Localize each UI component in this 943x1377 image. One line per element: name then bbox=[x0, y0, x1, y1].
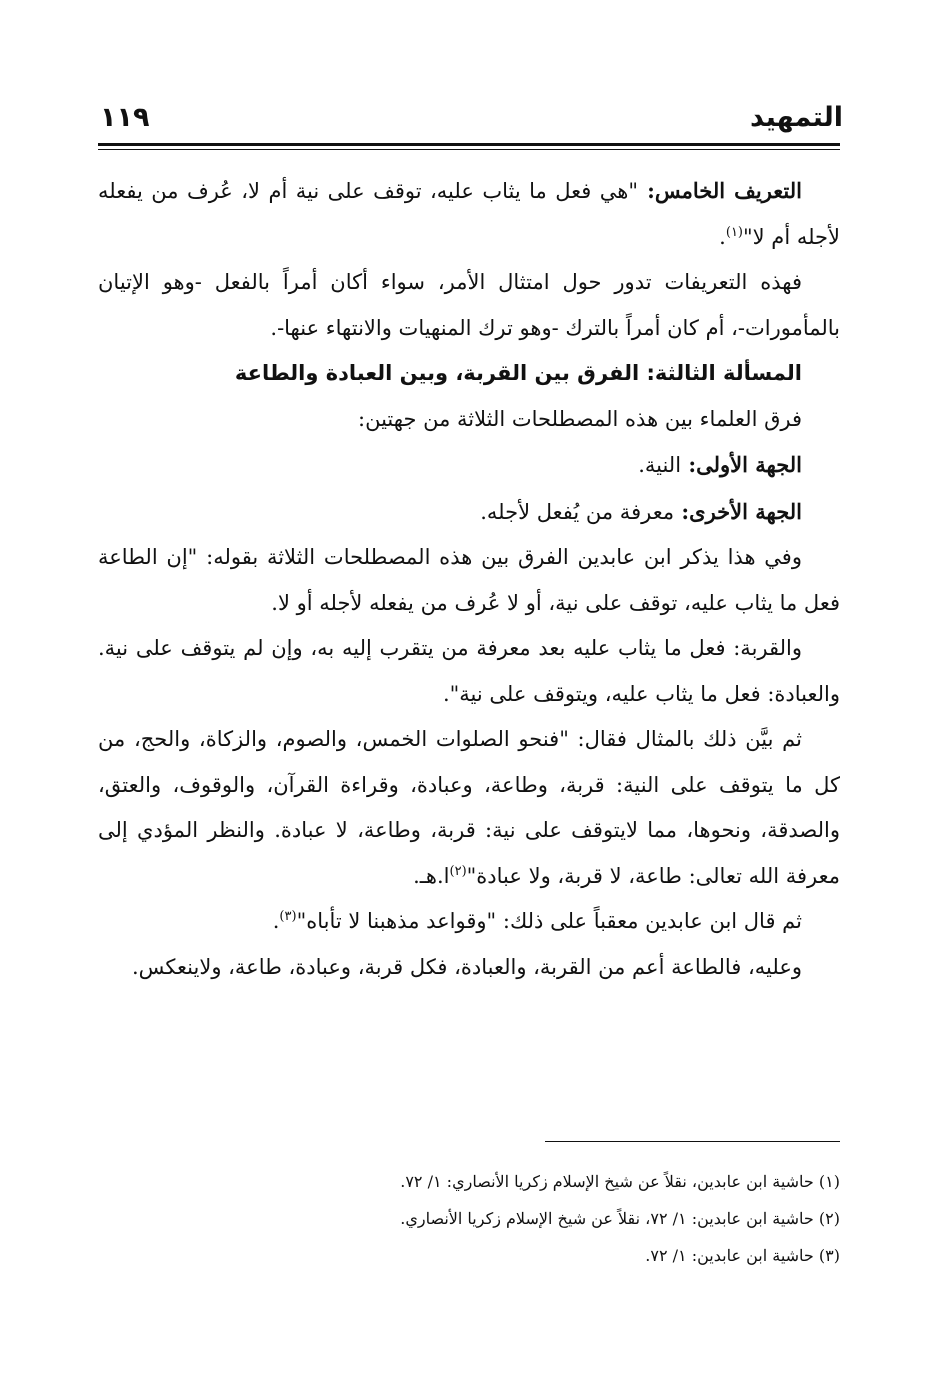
paragraph-two-aspects: فرق العلماء بين هذه المصطلحات الثلاثة من جهتين: bbox=[358, 406, 802, 431]
running-header-title: التمهيد bbox=[750, 102, 843, 133]
paragraph-qurba-definition: والقربة: فعل ما يثاب عليه بعد معرفة من يتقرب إليه به، وإن لم يتوقف على نية. والعبادة: فعل ما يثاب عليه، ويتوقف على نية". bbox=[98, 636, 840, 706]
paragraph-fifth-definition bbox=[98, 168, 840, 260]
footnote-ref-2: (٢) bbox=[449, 863, 467, 879]
footnote-ref-3: (٣) bbox=[279, 909, 297, 924]
header-rule-thick bbox=[98, 143, 840, 146]
examples-text: ثم بيَّن ذلك بالمثال فقال: "فنحو الصلوات الخمس، والصوم، والزكاة، والحج، من كل ما يتوقف على النية: قربة، وطاعة، وعبادة، وقراءة القرآن، والوقوف، والعتق، والصدقة، ونحوها، مما لايتوقف على نية: قربة، وطاعة، لا عبادة. والنظر المؤدي إلى معرفة الله تعالى: طاعة، لا قربة، ولا عبادة" bbox=[98, 727, 840, 888]
section-heading: المسألة الثالثة: الفرق بين القربة، وبين العبادة والطاعة bbox=[234, 361, 802, 385]
comment-text: ثم قال ابن عابدين معقباً على ذلك: "وقواعد مذهبنا لا تأباه" bbox=[296, 909, 802, 933]
examples-end: ا.هـ. bbox=[413, 863, 450, 888]
term-first-aspect: الجهة الأولى: bbox=[681, 452, 802, 477]
page-number: ١١٩ bbox=[100, 102, 150, 133]
body-text bbox=[98, 168, 840, 990]
term-second-aspect: الجهة الأخرى: bbox=[674, 498, 802, 524]
footnote-ref-1: (١) bbox=[725, 224, 743, 240]
footnotes bbox=[98, 1163, 840, 1274]
footnote-1: (١) حاشية ابن عابدين، نقلاً عن شيخ الإسلام زكريا الأنصاري: ١/ ٧٢. bbox=[400, 1172, 840, 1191]
paragraph-first-aspect bbox=[98, 442, 840, 489]
paragraph-examples bbox=[98, 717, 840, 899]
header-rule-thin bbox=[98, 149, 840, 150]
paragraph-summary: فهذه التعريفات تدور حول امتثال الأمر، سواء أكان أمراً بالفعل -وهو الإتيان بالمأمورات-، أم كان أمراً بالترك -وهو ترك المنهيات والانتهاء عنها-. bbox=[98, 270, 840, 340]
paragraph-ibn-abidin-quote: وفي هذا يذكر ابن عابدين الفرق بين هذه المصطلحات الثلاثة بقوله: "إن الطاعة فعل ما يثاب عليه، توقف على نية، أو لا عُرف من يفعله لأجله أو لا. bbox=[98, 545, 840, 615]
fifth-definition-text: "هي فعل ما يثاب عليه، توقف على نية أم لا، عُرف من يفعله لأجله أم لا" bbox=[98, 179, 840, 249]
sentence-end: . bbox=[719, 224, 726, 249]
second-aspect-text: معرفة من يُفعل لأجله. bbox=[480, 499, 675, 524]
first-aspect-text: النية. bbox=[638, 453, 682, 477]
paragraph-ibn-abidin-comment bbox=[98, 899, 840, 945]
footnote-2: (٢) حاشية ابن عابدين: ١/ ٧٢، نقلاً عن شيخ الإسلام زكريا الأنصاري. bbox=[400, 1209, 840, 1228]
footnote-3: (٣) حاشية ابن عابدين: ١/ ٧٢. bbox=[645, 1246, 840, 1265]
comment-end: . bbox=[272, 909, 280, 933]
term-fifth-definition: التعريف الخامس: bbox=[638, 178, 803, 203]
footnote-separator bbox=[545, 1141, 840, 1142]
paragraph-conclusion: وعليه، فالطاعة أعم من القربة، والعبادة، فكل قربة، وعبادة، طاعة، ولاينعكس. bbox=[131, 954, 802, 979]
paragraph-second-aspect bbox=[98, 489, 840, 536]
